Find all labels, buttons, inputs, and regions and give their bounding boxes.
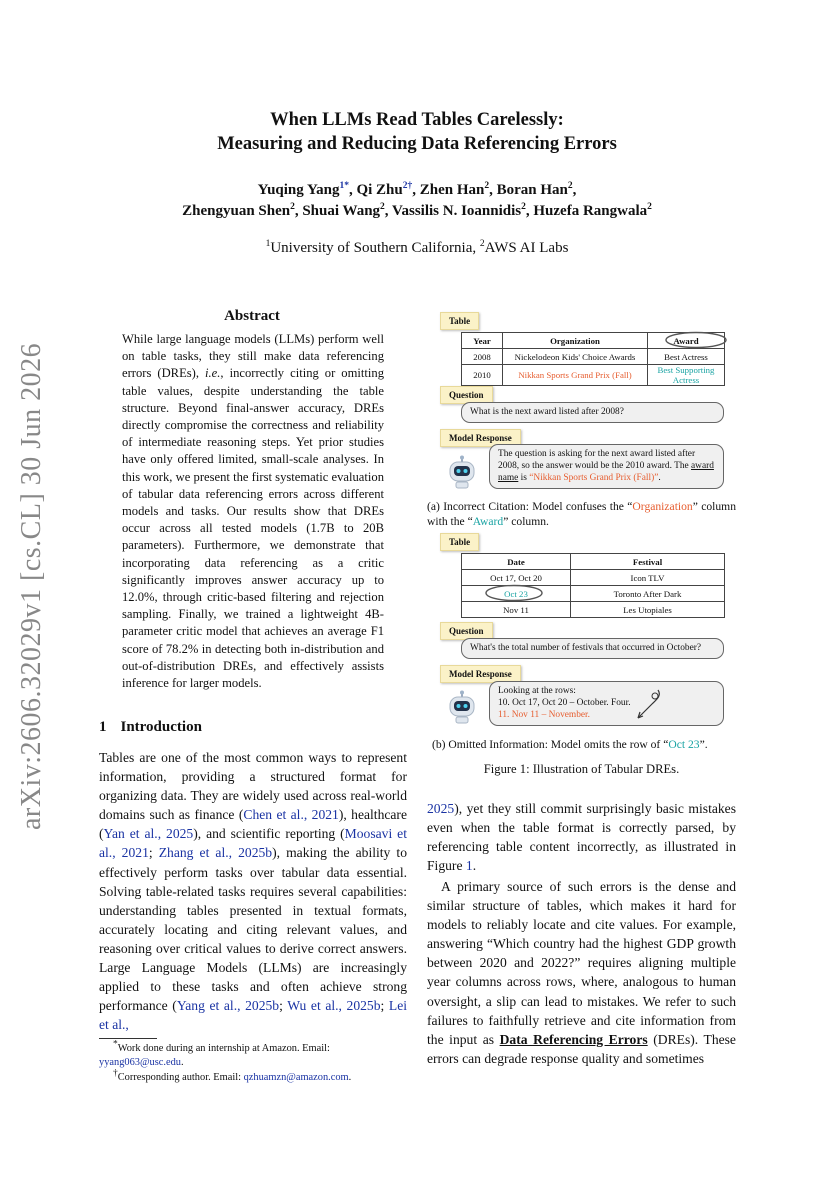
author-mark: 2: [567, 181, 573, 191]
author: Vassilis N. Ioannidis: [392, 203, 522, 219]
response-bubble-b: Looking at the rows: 10. Oct 17, Oct 20 – October. Four. 11. Nov 11 – November.: [489, 681, 724, 726]
table-header: Date: [462, 554, 571, 570]
citation-link[interactable]: Chen et al., 2021: [243, 807, 339, 823]
author-mark: 2†: [402, 181, 413, 191]
tag-response-a: Model Response: [440, 429, 521, 447]
author: Boran Han: [496, 182, 568, 198]
email-link[interactable]: qzhuamzn@amazon.com: [243, 1072, 349, 1083]
author-mark: 1*: [339, 181, 349, 191]
citation-link[interactable]: Yan et al., 2025: [103, 826, 194, 842]
figure-a-table: [461, 332, 725, 386]
circle-annotation-icon: [662, 330, 732, 350]
author: Yuqing Yang: [257, 182, 340, 198]
figure-caption: Figure 1: Illustration of Tabular DREs.: [483, 762, 680, 776]
abstract-body: While large language models (LLMs) perform well on table tasks, they still make data referencing errors (DREs), i.e., incorrectly citing or omitting table values, despite understanding the table structure. Beyond final-answer accuracy, DREs directly compromise the correctness and reliability of intermediate reasoning steps. Yet prior studies have only offered limited, small-scale analyses. In this work, we present the first systematic evaluation of tabular data referencing errors across different models and tasks. Our results show that DREs occur across all tested models (1.7B to 20B parameters). Furthermore, we demonstrate that incorporating data referencing as a critic significantly improves answer accuracy up to 12.0%, through critic-based filtering and rejection sampling. Finally, we trained a lightweight 4B-parameter critic model that achieves an average F1 score of 78.2% in detecting both in-distribution and out-of-distribution DREs, and effectively assists inference for larger models.: [122, 332, 384, 691]
tag-question-a: Question: [440, 386, 493, 404]
author: Zhen Han: [419, 182, 485, 198]
email-link[interactable]: yyang063@usc.edu: [99, 1057, 181, 1068]
author-mark: 2: [521, 202, 526, 212]
arxiv-stamp: arXiv:2606.32029v1 [cs.CL] 30 Jun 2026: [16, 342, 47, 830]
table-row: 2010 Nikkan Sports Grand Prix (Fall) Best Supporting Actress: [462, 365, 725, 386]
citation-link[interactable]: 2025: [427, 801, 455, 816]
table-row: Nov 11 Les Utopiales: [462, 602, 725, 618]
robot-icon: [447, 690, 477, 724]
intro-paragraph-1: Tables are one of the most common ways to represent information, providing a structured format for organizing data. They are widely used across real-world domains such as finance (Chen et al., 2021), healthcare (Yan et al., 2025), and scientific reporting (Moosavi et al., 2021; Zhang et al., 2025b), making the ability to effectively perform tasks over tabular data essential. Solving table-related tasks requires several capabilities: understanding tables presented in textual formats, accurately locating and citing relevant values, and reasoning over critical values to derive correct answers. Large Language Models (LLMs) are increasingly applied to these tasks and often achieve strong performance (Yang et al., 2025b; Wu et al., 2025b; Lei et al.,: [99, 750, 408, 1033]
citation-link[interactable]: Wu et al., 2025b: [287, 998, 381, 1014]
figure-b-table: [461, 553, 725, 618]
table-header: Organization: [503, 333, 648, 349]
subcaption-b: (b) Omitted Information: Model omits the row of “Oct 23”.: [432, 738, 708, 751]
question-bubble-a: What is the next award listed after 2008?: [461, 402, 724, 423]
circle-annotation-icon: [482, 582, 552, 604]
tag-question-b: Question: [440, 622, 493, 640]
table-row: 2008 Nickelodeon Kids' Choice Awards Best Actress: [462, 349, 725, 365]
author-mark: 2: [484, 181, 490, 191]
footnote-rule: [99, 1038, 157, 1039]
subcaption-a: (a) Incorrect Citation: Model confuses the “Organization” column with the “Award” column.: [427, 500, 736, 528]
citation-link[interactable]: Zhang et al., 2025b: [158, 845, 273, 861]
author: Qi Zhu: [356, 182, 403, 198]
footnote-2: †Corresponding author. Email: qzhuamzn@amazon.com.: [113, 1068, 352, 1083]
affiliation-1: University of Southern California,: [270, 240, 477, 256]
title-line-2: Measuring and Reducing Data Referencing Errors: [217, 134, 617, 154]
table-header: Festival: [571, 554, 725, 570]
figure-ref-link[interactable]: 1: [465, 858, 473, 874]
author: Huzefa Rangwala: [533, 203, 648, 219]
citation-link[interactable]: Moosavi et al., 2021: [99, 826, 407, 861]
tag-table-b: Table: [440, 533, 479, 551]
author: Zhengyuan Shen: [182, 203, 291, 219]
citation-link[interactable]: Yang et al., 2025b: [176, 998, 280, 1014]
abstract-heading: Abstract: [224, 308, 280, 324]
affiliation-2: AWS AI Labs: [484, 240, 569, 256]
affiliations: $^1$University of Southern California, $^2$AWS AI Labs: [265, 239, 569, 256]
tag-response-b: Model Response: [440, 665, 521, 683]
paper-title: [0, 108, 834, 156]
robot-icon: [447, 455, 477, 489]
title-line-1: When LLMs Read Tables Carelessly:: [270, 110, 564, 130]
response-bubble-a: The question is asking for the next award listed after 2008, so the answer would be the 2010 award. The award name is “Nikkan Sports Grand Prix (Fall)”.: [489, 444, 724, 489]
author-list: Yuqing Yang$^{1*}$, Qi Zhu$^{2\dagger}$, Zhen Han$^2$, Boran Han$^2$, Zhengyuan Shen$^2$, Shuai Wang$^2$, Vassilis N. Ioannidis$^2$, Huzefa Rangwala$^2$: [182, 181, 652, 219]
table-header: Year: [462, 333, 503, 349]
tag-table-a: Table: [440, 312, 479, 330]
intro-paragraph-1-cont: 2025), yet they still commit surprisingly basic mistakes even when the table format is correctly parsed, by referencing table content incorrectly, as illustrated in Figure 1.: [427, 801, 736, 874]
footnote-1: *Work done during an internship at Amazon. Email: yyang063@usc.edu.: [99, 1039, 330, 1068]
author-mark: 2: [647, 202, 652, 212]
omission-arrow-icon: [632, 686, 666, 722]
table-row: Oct 17, Oct 20 Icon TLV: [462, 570, 725, 586]
intro-paragraph-2: A primary source of such errors is the dense and similar structure of tables, which makes it hard for models to reliably locate and cite values. For example, answering “Which country had the highest GDP growth between 2020 and 2022?” requires aligning multiple year columns across rows, where, analogous to human oversight, a slip can lead to mistakes. We refer to such failures to faithfully retrieve and cite information from the input as Data Referencing Errors (DREs). These errors can degrade response quality and sometimes: [427, 879, 736, 1066]
table-row: Oct 23 Toronto After Dark: [462, 586, 725, 602]
table-header-award: Award: [648, 333, 725, 349]
section-heading-introduction: 1 Introduction: [99, 719, 202, 735]
author-mark: 2: [290, 202, 295, 212]
author: Shuai Wang: [302, 203, 381, 219]
author-mark: 2: [380, 202, 385, 212]
question-bubble-b: What's the total number of festivals that occurred in October?: [461, 638, 724, 659]
citation-link[interactable]: Lei et al.,: [99, 998, 408, 1033]
